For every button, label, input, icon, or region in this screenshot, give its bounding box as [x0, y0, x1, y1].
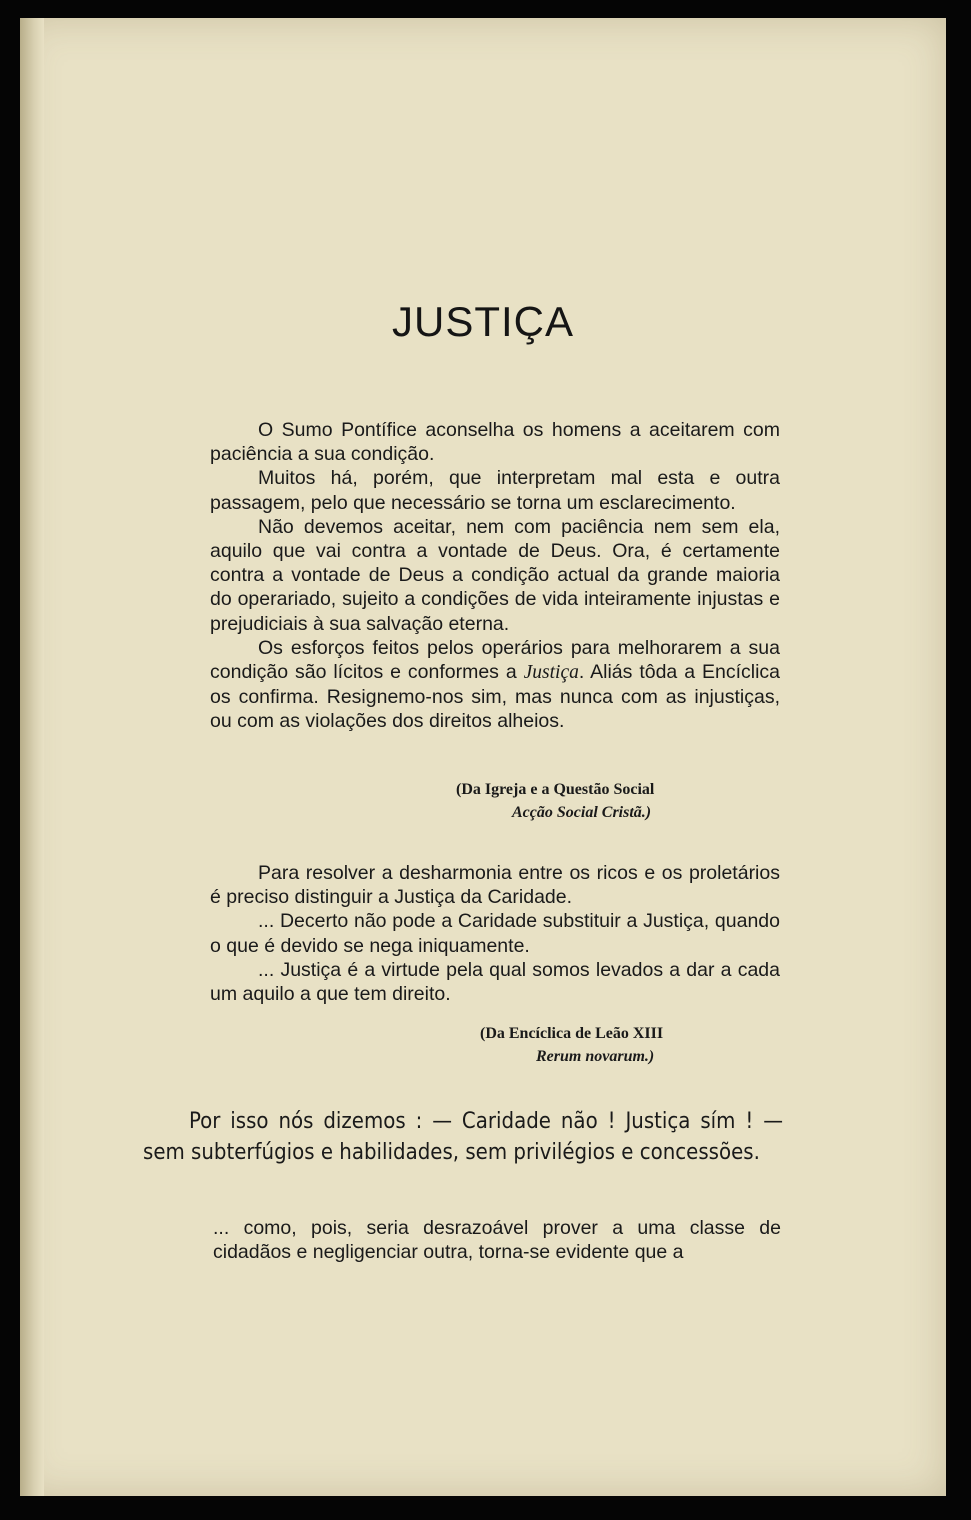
paragraph: ... Decerto não pode a Caridade substituir a Justiça, quando o que é devido se nega iniquamente. [210, 910, 780, 957]
source-citation-2 [480, 1022, 663, 1068]
italic-word: Justiça [523, 662, 579, 684]
citation-line: Acção Social Cristã.) [512, 804, 652, 821]
paragraph: Para resolver a desharmonia entre os ricos e os proletários é preciso distinguir a Justiça da Caridade. [210, 862, 780, 909]
citation-line: (Da Encíclica de Leão XIII [480, 1025, 664, 1042]
final-excerpt [213, 1216, 781, 1264]
paragraph: O Sumo Pontífice aconselha os homens a aceitarem com paciência a sua condição. [210, 419, 780, 466]
book-spine-shadow [20, 18, 44, 1496]
paragraph: Não devemos aceitar, nem com paciência nem sem ela, aquilo que vai contra a vontade de Deus. Ora, é certamente contra a vontade de Deus a condição actual da grande maioria do operariado, sujeito a condições de vida inteiramente injustas e prejudiciais à sua salvação eterna. [210, 515, 780, 635]
section-1-text [210, 418, 780, 734]
citation-line: (Da Igreja e a Questão Social [456, 781, 655, 798]
paragraph: ... Justiça é a virtude pela qual somos levados a dar a cada um aquilo a que tem direito. [210, 958, 780, 1006]
paragraph: Os esforços feitos pelos operários para melhorarem a sua condição são lícitos e conformes a Justiça. Aliás tôda a Encíclica os confirma. Resignemo-nos sim, mas nunca com as injustiças, ou com as violações dos direitos alheios. [210, 636, 780, 733]
main-statement: Por isso nós dizemos : — Caridade não ! Justiça sím ! — sem subterfúgios e habilidades, sem privilégios e concessões. [143, 1109, 783, 1165]
book-page [20, 18, 946, 1496]
paragraph: Muitos há, porém, que interpretam mal esta e outra passagem, pelo que necessário se torna um esclarecimento. [210, 467, 780, 514]
section-2-text [210, 861, 780, 1006]
citation-line: Rerum novarum.) [536, 1048, 655, 1065]
page-title: JUSTIÇA [391, 298, 574, 345]
source-citation-1 [456, 778, 654, 824]
paragraph: ... como, pois, seria desrazoável prover a uma classe de cidadãos e negligenciar outra, torna-se evidente que a [213, 1217, 781, 1264]
